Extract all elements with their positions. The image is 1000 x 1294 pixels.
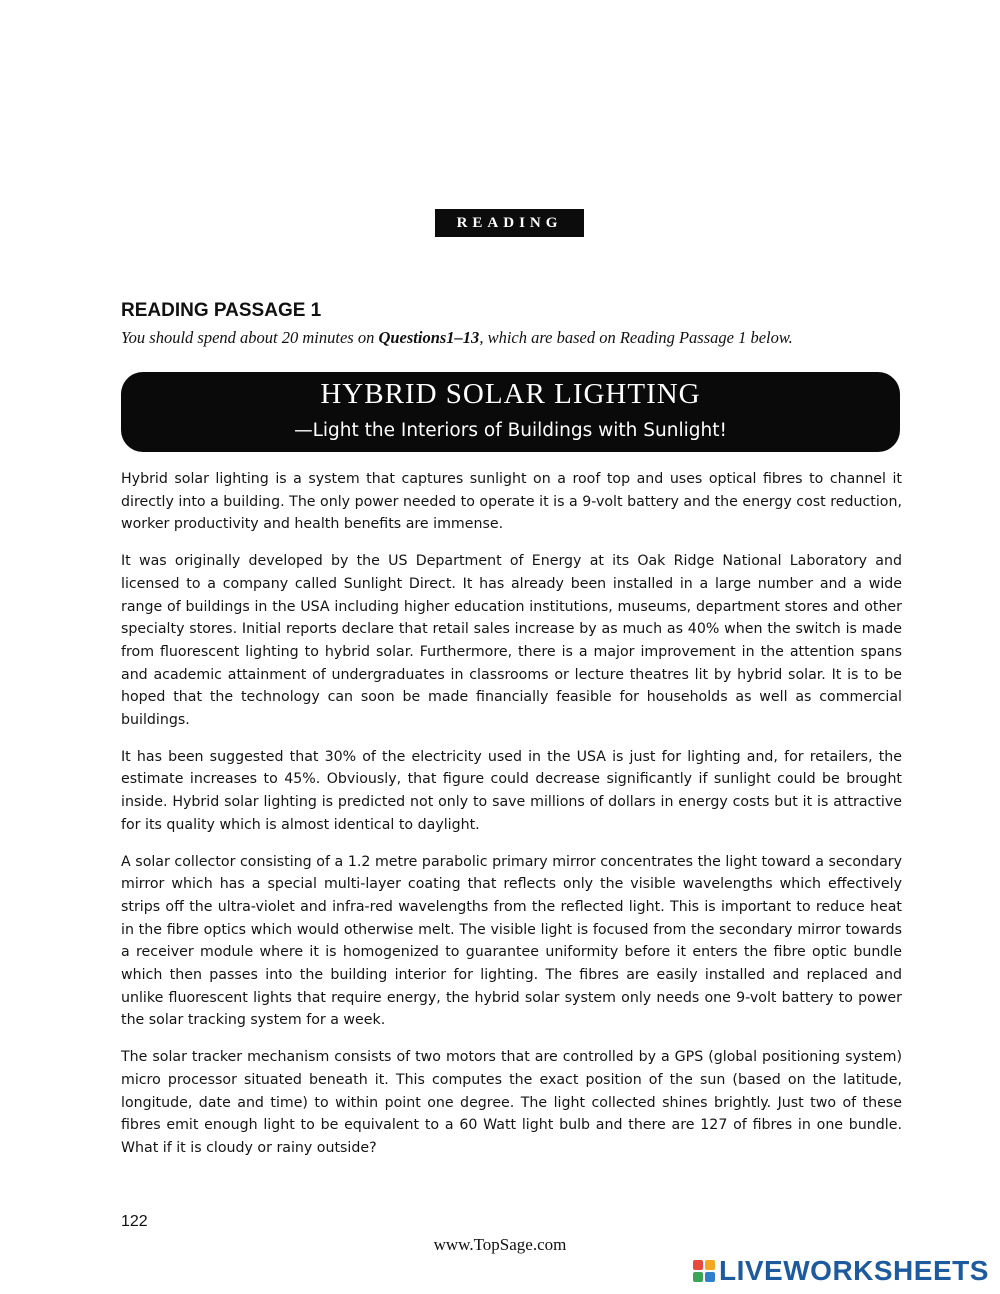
passage-body xyxy=(121,468,902,1174)
paragraph: It has been suggested that 30% of the electricity used in the USA is just for lighting and, for retailers, the estimate increases to 45%. Obviously, that figure could decrease significantly if sunlight could be brought inside. Hybrid solar lighting is predicted not only to save millions of dollars in energy costs but it is attractive for its quality which is almost identical to daylight. xyxy=(121,748,902,833)
instructions xyxy=(121,328,921,348)
liveworksheets-wordmark: LIVEWORKSHEETS xyxy=(719,1255,989,1286)
paragraph: The solar tracker mechanism consists of two motors that are controlled by a GPS (global positioning system) micro processor situated beneath it. This computes the exact position of the sun (based on the latitude, longitude, date and time) to within point one degree. The light collected shines brightly. Just two of these fibres emit enough light to be equivalent to a 60 Watt light bulb and there are 127 of fibres in one bundle. What if it is cloudy or rainy outside? xyxy=(121,1049,902,1156)
section-label: READING xyxy=(435,209,584,237)
page-number: 122 xyxy=(121,1213,148,1230)
instructions-suffix: , which are based on Reading Passage 1 below. xyxy=(479,328,793,347)
title-banner xyxy=(121,372,900,452)
passage-heading: READING PASSAGE 1 xyxy=(121,300,322,321)
banner-subtitle: —Light the Interiors of Buildings with Sunlight! xyxy=(294,420,727,441)
instructions-prefix: You should spend about 20 minutes on xyxy=(121,328,379,347)
logo-square xyxy=(705,1272,715,1282)
paragraph: It was originally developed by the US Department of Energy at its Oak Ridge National Laboratory and licensed to a company called Sunlight Direct. It has already been installed in a large number and a wide range of buildings in the USA including higher education institutions, museums, department stores and other specialty stores. Initial reports declare that retail sales increase by as much as 40% when the switch is made from fluorescent lighting to hybrid solar. Furthermore, there is a major improvement in the attention spans and academic attainment of undergraduates in classrooms or lecture theatres lit by hybrid solar. It is to be hoped that the technology can soon be made financially feasible for households as well as commercial buildings. xyxy=(121,553,902,729)
liveworksheets-logo[interactable] xyxy=(693,1256,989,1286)
paragraph: Hybrid solar lighting is a system that captures sunlight on a roof top and uses optical fibres to channel it directly into a building. The only power needed to operate it is a 9-volt battery and the energy cost reduction, worker productivity and health benefits are immense. xyxy=(121,471,902,533)
logo-square xyxy=(693,1272,703,1282)
instructions-questions: Questions1–13 xyxy=(378,328,480,347)
site-url[interactable]: www.TopSage.com xyxy=(433,1235,567,1254)
logo-square xyxy=(693,1260,703,1270)
paragraph: A solar collector consisting of a 1.2 metre parabolic primary mirror concentrates the light toward a secondary mirror which has a special multi-layer coating that reflects only the visible wavelengths which effectively strips off the ultra-violet and infra-red wavelengths from the reflected light. This is important to reduce heat in the fibre optics which would otherwise melt. The visible light is focused from the secondary mirror towards a receiver module where it is homogenized to guarantee uniformity before it enters the fibre optic bundle which then passes into the building interior for lighting. The fibres are easily installed and replaced and unlike fluorescent lights that require energy, the hybrid solar system only needs one 9-volt battery to power the solar tracking system for a week. xyxy=(121,853,902,1029)
logo-square xyxy=(705,1260,715,1270)
banner-title: HYBRID SOLAR LIGHTING xyxy=(320,378,701,410)
liveworksheets-icon xyxy=(693,1260,715,1282)
